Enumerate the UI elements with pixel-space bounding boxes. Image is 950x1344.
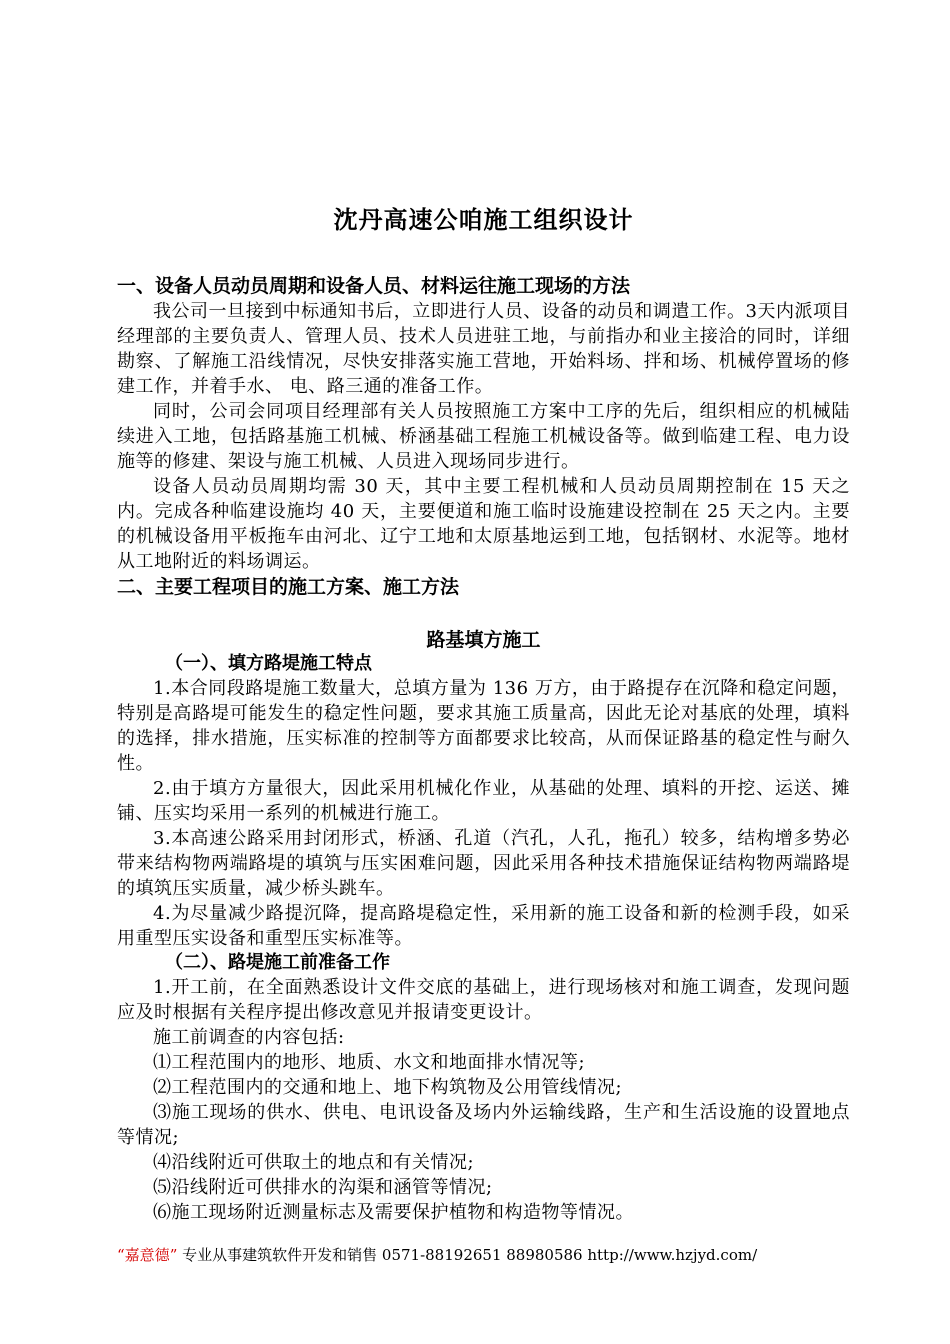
section-2-heading: 二、主要工程项目的施工方案、施工方法 [117, 576, 460, 598]
part-2-list-item: ⑴工程范围内的地形、地质、水文和地面排水情况等; [153, 1052, 586, 1073]
footer-quote-close: ” [169, 1246, 178, 1264]
part-2-list-item: ⑶施工现场的供水、供电、电讯设备及场内外运输线路，生产和生活设施的设置地点等情况; [117, 1102, 850, 1148]
part-2-heading: （二）、路堤施工前准备工作 [165, 952, 390, 973]
section-2-subtitle: 路基填方施工 [426, 629, 541, 651]
part-2-paragraph: 1.开工前，在全面熟悉设计文件交底的基础上，进行现场核对和施工调查，发现问题应及时根据有关程序提出修改意见并报请变更设计。 [117, 977, 850, 1023]
part-2-list-item: ⑸沿线附近可供排水的沟渠和涵管等情况; [153, 1177, 493, 1198]
footer-contact-text: 专业从事建筑软件开发和销售 0571-88192651 88980586 http://www.hzjyd.com/ [177, 1246, 758, 1264]
document-title: 沈丹高速公咱施工组织设计 [333, 205, 634, 234]
part-2-list-item: ⑷沿线附近可供取土的地点和有关情况; [153, 1152, 475, 1173]
section-1-paragraph: 设备人员动员周期均需 30 天，其中主要工程机械和人员动员周期控制在 15 天之内。完成各种临建设施均 40 天，主要便道和施工临时设施建设控制在 25 天之内。主要的机械设备用平板拖车由河北、辽宁工地和太原基地运到工地，包括钢材、水泥等。地材从工地附近的料场调运。 [117, 476, 850, 572]
footer-brand: 嘉意德 [124, 1246, 170, 1264]
part-2-list-item: ⑵工程范围内的交通和地上、地下构筑物及公用管线情况; [153, 1077, 623, 1098]
section-1-heading: 一、设备人员动员周期和设备人员、材料运往施工现场的方法 [117, 275, 631, 297]
part-1-heading: （一）、填方路堤施工特点 [165, 653, 372, 674]
part-2-list-item: ⑹施工现场附近测量标志及需要保护植物和构造物等情况。 [153, 1202, 634, 1223]
part-1-paragraph: 3.本高速公路采用封闭形式，桥涵、孔道（汽孔，人孔，拖孔）较多，结构增多势必带来结构物两端路堤的填筑与压实困难问题，因此采用各种技术措施保证结构物两端路堤的填筑压实质量，减少桥头跳车。 [117, 828, 850, 899]
section-2 [117, 574, 850, 1225]
section-1-paragraph: 同时，公司会同项目经理部有关人员按照施工方案中工序的先后，组织相应的机械陆续进入工地，包括路基施工机械、桥涵基础工程施工机械设备等。做到临建工程、电力设施等的修建、架设与施工机械、人员进入现场同步进行。 [117, 401, 850, 472]
footer-quote-open: “ [117, 1246, 125, 1264]
section-1 [117, 273, 850, 574]
part-1-paragraph: 2.由于填方方量很大，因此采用机械化作业，从基础的处理、填料的开挖、运送、摊铺、压实均采用一系列的机械进行施工。 [117, 778, 850, 824]
part-1-paragraph: 4.为尽量减少路提沉降，提高路堤稳定性，采用新的施工设备和新的检测手段，如采用重型压实设备和重型压实标准等。 [117, 903, 850, 949]
section-1-paragraph: 我公司一旦接到中标通知书后，立即进行人员、设备的动员和调遣工作。3天内派项目经理部的主要负责人、管理人员、技术人员进驻工地，与前指办和业主接洽的同时，详细勘察、了解施工沿线情况，尽快安排落实施工营地，开始料场、拌和场、机械停置场的修建工作，并着手水、 电、路三通的准备工作。 [117, 301, 850, 397]
document-page [117, 200, 850, 1225]
page-footer [117, 1244, 757, 1265]
part-2-paragraph: 施工前调查的内容包括: [153, 1027, 345, 1048]
part-1-paragraph: 1.本合同段路堤施工数量大，总填方量为 136 万方，由于路提存在沉降和稳定问题，特别是高路堤可能发生的稳定性问题，要求其施工质量高，因此无论对基底的处理，填料的选择，排水措施，压实标准的控制等方面都要求比较高，从而保证路基的稳定性与耐久性。 [117, 678, 850, 774]
